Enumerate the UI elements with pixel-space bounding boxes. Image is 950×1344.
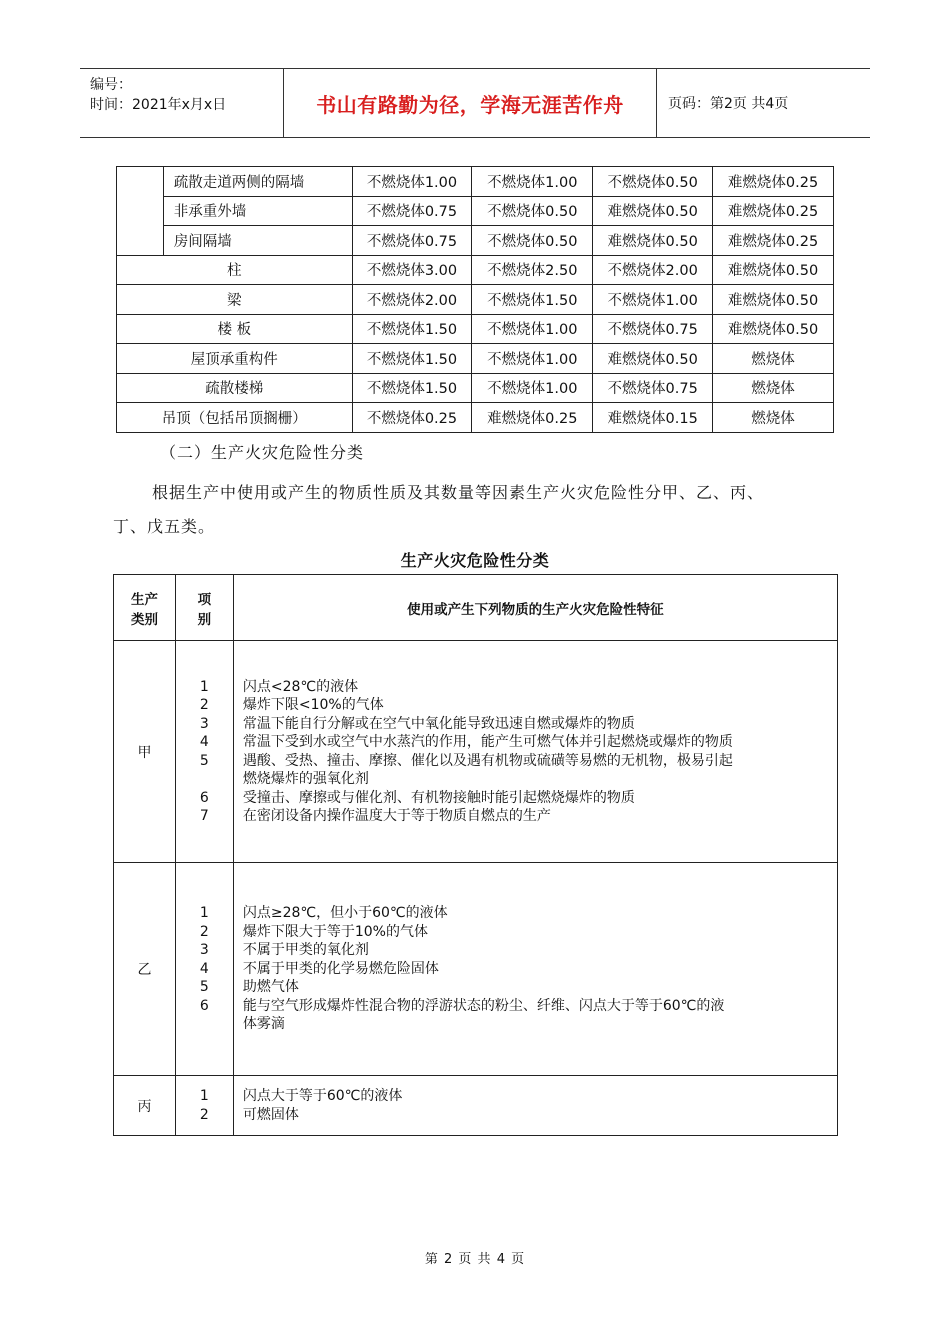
characteristic-line: 能与空气形成爆炸性混合物的浮游状态的粉尘、纤维、闪点大于等于60℃的液 bbox=[242, 997, 725, 1014]
hazard-characteristics bbox=[233, 863, 837, 1076]
characteristic-line: 爆炸下限大于等于10%的气体 bbox=[242, 923, 428, 940]
table-row bbox=[117, 196, 834, 226]
rating-cell: 不燃烧体0.50 bbox=[472, 196, 593, 226]
item-number: 6 bbox=[199, 997, 209, 1014]
rating-cell: 不燃烧体2.00 bbox=[352, 285, 472, 315]
item-number: 1 bbox=[199, 905, 209, 922]
characteristic-line: 常温下受到水或空气中水蒸汽的作用，能产生可燃气体并引起燃烧或爆炸的物质 bbox=[242, 734, 733, 750]
rating-cell: 不燃烧体0.75 bbox=[352, 226, 472, 256]
section-heading: （二）生产火灾危险性分类 bbox=[160, 443, 365, 462]
rating-cell: 难燃烧体0.15 bbox=[593, 403, 713, 433]
rating-cell: 难燃烧体0.25 bbox=[472, 403, 593, 433]
fire-resistance-table bbox=[116, 166, 834, 433]
rating-cell: 燃烧体 bbox=[713, 373, 834, 403]
characteristic-line: 燃烧爆炸的强氧化剂 bbox=[242, 771, 369, 787]
component-name: 屋顶承重构件 bbox=[117, 344, 353, 374]
item-number: 4 bbox=[199, 734, 209, 750]
table-row bbox=[117, 226, 834, 256]
item-number: 6 bbox=[199, 789, 209, 806]
characteristic-line: 体雾滴 bbox=[242, 1016, 285, 1033]
header-divider bbox=[656, 69, 657, 137]
rating-cell: 难燃烧体0.50 bbox=[593, 196, 713, 226]
item-numbers bbox=[175, 641, 233, 863]
item-number: 1 bbox=[199, 678, 209, 695]
hazard-category: 乙 bbox=[114, 863, 176, 1076]
component-name: 梁 bbox=[117, 285, 353, 315]
rating-cell: 不燃烧体1.50 bbox=[352, 344, 472, 374]
item-numbers bbox=[175, 863, 233, 1076]
characteristic-line: 遇酸、受热、撞击、摩擦、催化以及遇有机物或硫磺等易燃的无机物，极易引起 bbox=[242, 752, 733, 769]
rating-cell: 不燃烧体1.00 bbox=[472, 314, 593, 344]
component-name: 柱 bbox=[117, 255, 353, 285]
rating-cell: 难燃烧体0.50 bbox=[713, 285, 834, 315]
date-label: 时间：2021年x月x日 bbox=[90, 97, 227, 113]
item-number: 3 bbox=[199, 942, 209, 959]
hazard-classification-table bbox=[113, 574, 838, 1136]
item-number: 5 bbox=[199, 752, 209, 769]
characteristic-line: 受撞击、摩擦或与催化剂、有机物接触时能引起燃烧爆炸的物质 bbox=[242, 789, 635, 806]
characteristic-line: 爆炸下限<10%的气体 bbox=[242, 697, 384, 713]
column-header-category: 生产 类别 bbox=[114, 575, 176, 641]
number-label: 编号： bbox=[90, 77, 132, 93]
component-name: 楼 板 bbox=[117, 314, 353, 344]
characteristic-line: 常温下能自行分解或在空气中氧化能导致迅速自燃或爆炸的物质 bbox=[242, 715, 635, 732]
table-row bbox=[117, 167, 834, 197]
header-page-label: 页码：第2页 共4页 bbox=[668, 96, 789, 112]
table-row bbox=[117, 403, 834, 433]
rating-cell: 难燃烧体0.50 bbox=[593, 226, 713, 256]
component-name: 疏散走道两侧的隔墙 bbox=[163, 167, 352, 197]
header-meta bbox=[90, 75, 226, 115]
rating-cell: 不燃烧体3.00 bbox=[352, 255, 472, 285]
rating-cell: 不燃烧体0.50 bbox=[593, 167, 713, 197]
page-header bbox=[80, 68, 870, 138]
rating-cell: 不燃烧体0.25 bbox=[352, 403, 472, 433]
rating-cell: 不燃烧体0.75 bbox=[593, 373, 713, 403]
hazard-category: 甲 bbox=[114, 641, 176, 863]
item-number bbox=[176, 1015, 233, 1034]
table-row bbox=[114, 1076, 838, 1136]
component-name: 非承重外墙 bbox=[163, 196, 352, 226]
rating-cell: 不燃烧体1.00 bbox=[472, 167, 593, 197]
paragraph-line: 丁、戊五类。 bbox=[113, 517, 216, 536]
rating-cell: 难燃烧体0.25 bbox=[713, 196, 834, 226]
rating-cell: 不燃烧体1.00 bbox=[352, 167, 472, 197]
rating-cell: 不燃烧体2.50 bbox=[472, 255, 593, 285]
component-name: 疏散楼梯 bbox=[117, 373, 353, 403]
characteristic-line: 闪点≥28℃，但小于60℃的液体 bbox=[242, 905, 448, 922]
table-row bbox=[117, 255, 834, 285]
rating-cell: 不燃烧体0.75 bbox=[352, 196, 472, 226]
table-row bbox=[117, 314, 834, 344]
item-number: 2 bbox=[199, 923, 209, 940]
table-row bbox=[117, 344, 834, 374]
rating-cell: 不燃烧体1.00 bbox=[593, 285, 713, 315]
paragraph-line: 根据生产中使用或产生的物质性质及其数量等因素生产火灾危险性分甲、乙、丙、 bbox=[152, 483, 765, 502]
characteristic-line: 可燃固体 bbox=[242, 1106, 299, 1123]
rating-cell: 不燃烧体1.50 bbox=[472, 285, 593, 315]
table-row bbox=[114, 641, 838, 863]
component-name: 房间隔墙 bbox=[163, 226, 352, 256]
rating-cell: 不燃烧体1.00 bbox=[472, 344, 593, 374]
rating-cell: 不燃烧体0.50 bbox=[472, 226, 593, 256]
component-name: 吊顶（包括吊顶搁栅） bbox=[117, 403, 353, 433]
rating-cell: 难燃烧体0.50 bbox=[713, 314, 834, 344]
item-numbers bbox=[175, 1076, 233, 1136]
item-number: 3 bbox=[199, 715, 209, 732]
rating-cell: 燃烧体 bbox=[713, 403, 834, 433]
characteristic-line: 在密闭设备内操作温度大于等于物质自燃点的生产 bbox=[242, 808, 551, 824]
rating-cell: 燃烧体 bbox=[713, 344, 834, 374]
page-footer: 第 2 页 共 4 页 bbox=[424, 1252, 526, 1267]
item-number: 5 bbox=[199, 979, 209, 996]
rating-cell: 不燃烧体0.75 bbox=[593, 314, 713, 344]
rating-cell: 不燃烧体2.00 bbox=[593, 255, 713, 285]
table-row bbox=[114, 863, 838, 1076]
rating-cell: 难燃烧体0.25 bbox=[713, 167, 834, 197]
characteristic-line: 闪点大于等于60℃的液体 bbox=[242, 1088, 403, 1104]
table-row bbox=[117, 373, 834, 403]
rating-cell: 难燃烧体0.50 bbox=[713, 255, 834, 285]
characteristic-line: 不属于甲类的氧化剂 bbox=[242, 942, 369, 959]
characteristic-line: 助燃气体 bbox=[242, 979, 299, 996]
rating-cell: 难燃烧体0.25 bbox=[713, 226, 834, 256]
rating-cell: 不燃烧体1.50 bbox=[352, 373, 472, 403]
group-label-cell bbox=[117, 167, 164, 256]
rating-cell: 不燃烧体1.50 bbox=[352, 314, 472, 344]
hazard-characteristics bbox=[233, 1076, 837, 1136]
paragraph bbox=[113, 476, 872, 544]
hazard-characteristics bbox=[233, 641, 837, 863]
item-number: 2 bbox=[199, 697, 209, 713]
hazard-category: 丙 bbox=[114, 1076, 176, 1136]
characteristic-line: 不属于甲类的化学易燃危险固体 bbox=[242, 960, 439, 977]
item-number: 7 bbox=[199, 808, 209, 824]
rating-cell: 难燃烧体0.50 bbox=[593, 344, 713, 374]
column-header-item: 项 别 bbox=[175, 575, 233, 641]
item-number bbox=[176, 770, 233, 789]
characteristic-line: 闪点<28℃的液体 bbox=[242, 678, 359, 695]
item-number: 4 bbox=[199, 960, 209, 977]
header-motto: 书山有路勤为径，学海无涯苦作舟 bbox=[316, 92, 624, 117]
rating-cell: 不燃烧体1.00 bbox=[472, 373, 593, 403]
hazard-table-title: 生产火灾危险性分类 bbox=[400, 551, 550, 570]
item-number: 1 bbox=[199, 1088, 209, 1104]
table-row bbox=[117, 285, 834, 315]
item-number: 2 bbox=[199, 1106, 209, 1123]
column-header-description: 使用或产生下列物质的生产火灾危险性特征 bbox=[233, 575, 837, 641]
